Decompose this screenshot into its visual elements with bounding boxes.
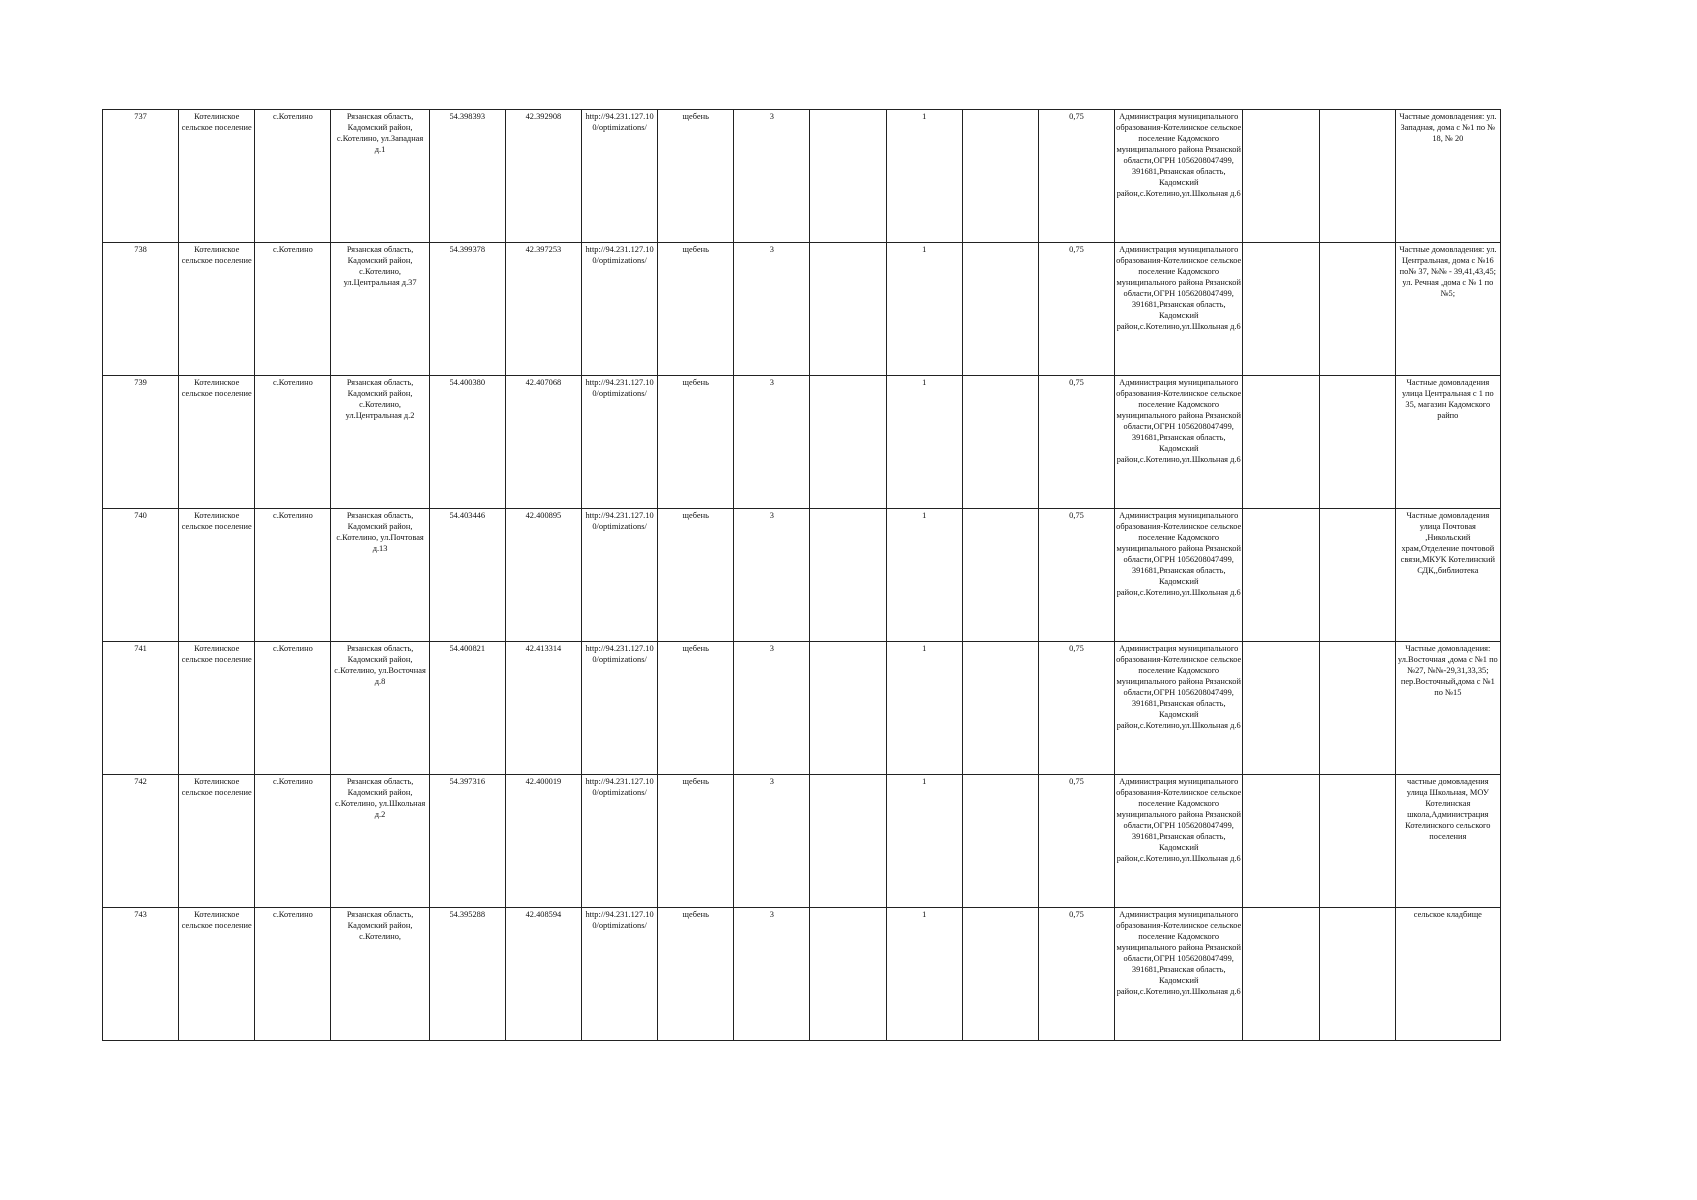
- surface-type-cell: щебень: [658, 775, 734, 908]
- container-count-cell: 1: [886, 775, 962, 908]
- latitude-cell: 54.400380: [429, 376, 505, 509]
- address-cell: Рязанская область, Кадомский район, с.Котелино, ул.Школьная д.2: [331, 775, 429, 908]
- surface-type-cell: щебень: [658, 509, 734, 642]
- longitude-cell: 42.392908: [505, 110, 581, 243]
- latitude-cell: 54.400821: [429, 642, 505, 775]
- surface-type-cell: щебень: [658, 376, 734, 509]
- surface-type-cell: щебень: [658, 642, 734, 775]
- container-volume-cell: 0,75: [1038, 110, 1114, 243]
- row-number: 740: [103, 509, 179, 642]
- waste-sources-cell: Частные домовладения улица Почтовая ,Никольский храм,Отделение почтовой связи,МКУК Котелинский СДК,,библиотека: [1395, 509, 1500, 642]
- area-cell: 3: [734, 908, 810, 1041]
- empty-cell: [1243, 908, 1319, 1041]
- owner-cell: Администрация муниципального образования-Котелинское сельское поселение Кадомского муниципального района Рязанской области,ОГРН 1056208047499, 391681,Рязанская область, Кадомский район,с.Котелино,ул.Школьная д.6: [1115, 775, 1243, 908]
- address-cell: Рязанская область, Кадомский район, с.Котелино, ул.Восточная д.8: [331, 642, 429, 775]
- surface-type-cell: щебень: [658, 110, 734, 243]
- map-link-cell[interactable]: http://94.231.127.100/optimizations/: [581, 243, 657, 376]
- longitude-cell: 42.397253: [505, 243, 581, 376]
- empty-cell: [1243, 775, 1319, 908]
- map-link-cell[interactable]: http://94.231.127.100/optimizations/: [581, 775, 657, 908]
- village-cell: с.Котелино: [255, 908, 331, 1041]
- latitude-cell: 54.397316: [429, 775, 505, 908]
- container-count-cell: 1: [886, 908, 962, 1041]
- empty-cell: [962, 110, 1038, 243]
- empty-cell: [1243, 243, 1319, 376]
- area-cell: 3: [734, 509, 810, 642]
- longitude-cell: 42.400019: [505, 775, 581, 908]
- empty-cell: [1319, 775, 1395, 908]
- address-cell: Рязанская область, Кадомский район, с.Котелино,: [331, 908, 429, 1041]
- waste-sources-cell: частные домовладения улица Школьная, МОУ Котелинская школа,Администрация Котелинского сельского поселения: [1395, 775, 1500, 908]
- longitude-cell: 42.408594: [505, 908, 581, 1041]
- owner-cell: Администрация муниципального образования-Котелинское сельское поселение Кадомского муниципального района Рязанской области,ОГРН 1056208047499, 391681,Рязанская область, Кадомский район,с.Котелино,ул.Школьная д.6: [1115, 243, 1243, 376]
- row-number: 737: [103, 110, 179, 243]
- container-count-cell: 1: [886, 110, 962, 243]
- row-number: 739: [103, 376, 179, 509]
- empty-cell: [810, 110, 886, 243]
- empty-cell: [1319, 243, 1395, 376]
- map-link-cell[interactable]: http://94.231.127.100/optimizations/: [581, 908, 657, 1041]
- village-cell: с.Котелино: [255, 775, 331, 908]
- row-number: 743: [103, 908, 179, 1041]
- row-number: 738: [103, 243, 179, 376]
- empty-cell: [1243, 642, 1319, 775]
- area-cell: 3: [734, 642, 810, 775]
- latitude-cell: 54.403446: [429, 509, 505, 642]
- latitude-cell: 54.398393: [429, 110, 505, 243]
- map-link-cell[interactable]: http://94.231.127.100/optimizations/: [581, 376, 657, 509]
- settlement-cell: Котелинское сельское поселение: [179, 110, 255, 243]
- latitude-cell: 54.395288: [429, 908, 505, 1041]
- address-cell: Рязанская область, Кадомский район, с.Котелино, ул.Центральная д.37: [331, 243, 429, 376]
- longitude-cell: 42.400895: [505, 509, 581, 642]
- waste-sources-cell: Частные домовладения: ул. Западная, дома с №1 по № 18, № 20: [1395, 110, 1500, 243]
- village-cell: с.Котелино: [255, 110, 331, 243]
- container-volume-cell: 0,75: [1038, 509, 1114, 642]
- table-row: [103, 908, 1501, 1041]
- area-cell: 3: [734, 376, 810, 509]
- empty-cell: [1319, 642, 1395, 775]
- empty-cell: [962, 642, 1038, 775]
- container-volume-cell: 0,75: [1038, 376, 1114, 509]
- waste-sites-table: [102, 109, 1501, 1041]
- container-volume-cell: 0,75: [1038, 908, 1114, 1041]
- empty-cell: [1319, 908, 1395, 1041]
- empty-cell: [810, 509, 886, 642]
- village-cell: с.Котелино: [255, 642, 331, 775]
- container-volume-cell: 0,75: [1038, 243, 1114, 376]
- empty-cell: [962, 243, 1038, 376]
- map-link-cell[interactable]: http://94.231.127.100/optimizations/: [581, 642, 657, 775]
- empty-cell: [810, 908, 886, 1041]
- longitude-cell: 42.413314: [505, 642, 581, 775]
- empty-cell: [962, 775, 1038, 908]
- village-cell: с.Котелино: [255, 243, 331, 376]
- waste-sources-cell: сельское кладбище: [1395, 908, 1500, 1041]
- empty-cell: [962, 376, 1038, 509]
- table-row: [103, 376, 1501, 509]
- empty-cell: [810, 642, 886, 775]
- settlement-cell: Котелинское сельское поселение: [179, 376, 255, 509]
- address-cell: Рязанская область, Кадомский район, с.Котелино, ул.Центральная д.2: [331, 376, 429, 509]
- table-row: [103, 243, 1501, 376]
- empty-cell: [1243, 376, 1319, 509]
- village-cell: с.Котелино: [255, 509, 331, 642]
- surface-type-cell: щебень: [658, 243, 734, 376]
- map-link-cell[interactable]: http://94.231.127.100/optimizations/: [581, 509, 657, 642]
- waste-sources-cell: Частные домовладения: ул.Восточная ,дома с №1 по №27, №№-29,31,33,35; пер.Восточный,дома с №1 по №15: [1395, 642, 1500, 775]
- settlement-cell: Котелинское сельское поселение: [179, 509, 255, 642]
- empty-cell: [1243, 509, 1319, 642]
- village-cell: с.Котелино: [255, 376, 331, 509]
- container-volume-cell: 0,75: [1038, 775, 1114, 908]
- container-count-cell: 1: [886, 509, 962, 642]
- container-volume-cell: 0,75: [1038, 642, 1114, 775]
- empty-cell: [1243, 110, 1319, 243]
- settlement-cell: Котелинское сельское поселение: [179, 908, 255, 1041]
- waste-sources-cell: Частные домовладения улица Центральная с 1 по 35, магазин Кадомского райпо: [1395, 376, 1500, 509]
- area-cell: 3: [734, 243, 810, 376]
- empty-cell: [1319, 509, 1395, 642]
- longitude-cell: 42.407068: [505, 376, 581, 509]
- row-number: 741: [103, 642, 179, 775]
- latitude-cell: 54.399378: [429, 243, 505, 376]
- empty-cell: [810, 243, 886, 376]
- container-count-cell: 1: [886, 243, 962, 376]
- address-cell: Рязанская область, Кадомский район, с.Котелино, ул.Западная д.1: [331, 110, 429, 243]
- owner-cell: Администрация муниципального образования-Котелинское сельское поселение Кадомского муниципального района Рязанской области,ОГРН 1056208047499, 391681,Рязанская область, Кадомский район,с.Котелино,ул.Школьная д.6: [1115, 642, 1243, 775]
- table-row: [103, 509, 1501, 642]
- waste-sources-cell: Частные домовладения: ул. Центральная, дома с №16 по№ 37, №№ - 39,41,43,45; ул. Речная ,дома с № 1 по №5;: [1395, 243, 1500, 376]
- address-cell: Рязанская область, Кадомский район, с.Котелино, ул.Почтовая д.13: [331, 509, 429, 642]
- container-count-cell: 1: [886, 642, 962, 775]
- table-row: [103, 642, 1501, 775]
- empty-cell: [1319, 110, 1395, 243]
- owner-cell: Администрация муниципального образования-Котелинское сельское поселение Кадомского муниципального района Рязанской области,ОГРН 1056208047499, 391681,Рязанская область, Кадомский район,с.Котелино,ул.Школьная д.6: [1115, 509, 1243, 642]
- settlement-cell: Котелинское сельское поселение: [179, 775, 255, 908]
- area-cell: 3: [734, 775, 810, 908]
- area-cell: 3: [734, 110, 810, 243]
- empty-cell: [810, 775, 886, 908]
- settlement-cell: Котелинское сельское поселение: [179, 642, 255, 775]
- owner-cell: Администрация муниципального образования-Котелинское сельское поселение Кадомского муниципального района Рязанской области,ОГРН 1056208047499, 391681,Рязанская область, Кадомский район,с.Котелино,ул.Школьная д.6: [1115, 908, 1243, 1041]
- row-number: 742: [103, 775, 179, 908]
- empty-cell: [962, 509, 1038, 642]
- container-count-cell: 1: [886, 376, 962, 509]
- settlement-cell: Котелинское сельское поселение: [179, 243, 255, 376]
- surface-type-cell: щебень: [658, 908, 734, 1041]
- map-link-cell[interactable]: http://94.231.127.100/optimizations/: [581, 110, 657, 243]
- owner-cell: Администрация муниципального образования-Котелинское сельское поселение Кадомского муниципального района Рязанской области,ОГРН 1056208047499, 391681,Рязанская область, Кадомский район,с.Котелино,ул.Школьная д.6: [1115, 376, 1243, 509]
- table-body: [103, 110, 1501, 1041]
- table-row: [103, 110, 1501, 243]
- owner-cell: Администрация муниципального образования-Котелинское сельское поселение Кадомского муниципального района Рязанской области,ОГРН 1056208047499, 391681,Рязанская область, Кадомский район,с.Котелино,ул.Школьная д.6: [1115, 110, 1243, 243]
- empty-cell: [1319, 376, 1395, 509]
- table-row: [103, 775, 1501, 908]
- empty-cell: [810, 376, 886, 509]
- empty-cell: [962, 908, 1038, 1041]
